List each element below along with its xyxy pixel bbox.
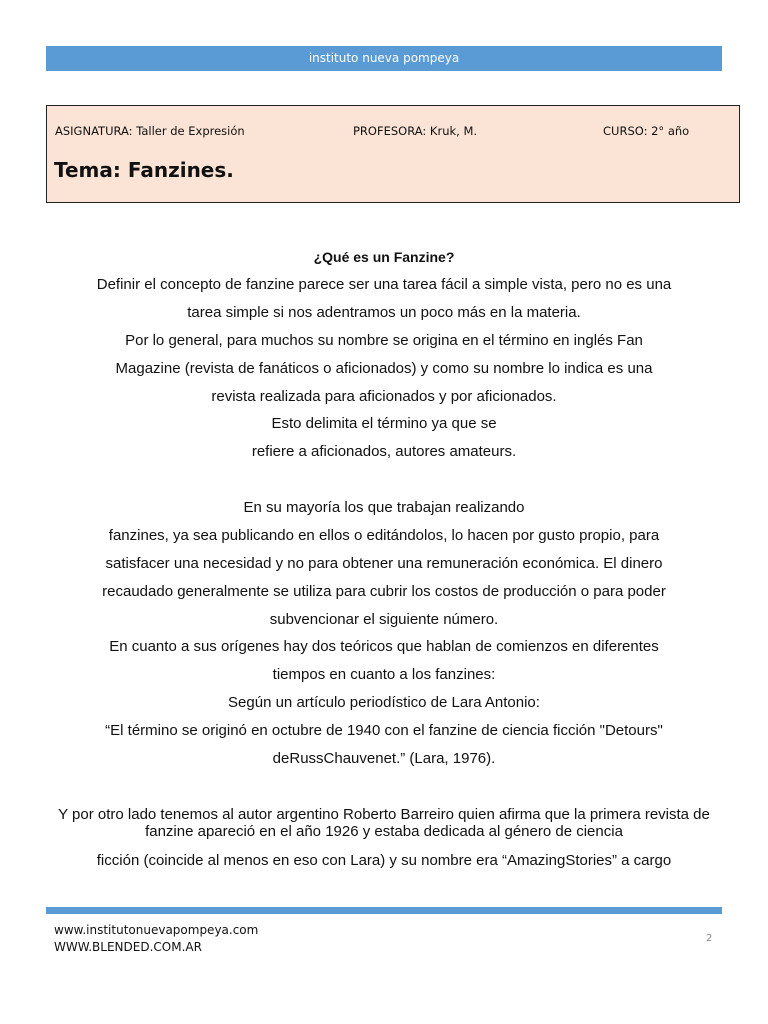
paragraph-line: refiere a aficionados, autores amateurs.: [251, 443, 517, 460]
paragraph-line: ficción (coincide al menos en eso con Lara) y su nombre era “AmazingStories” a cargo: [96, 852, 672, 869]
section-heading: ¿Qué es un Fanzine?: [313, 249, 455, 265]
paragraph-line: satisfacer una necesidad y no para obtener una remuneración económica. El dinero: [105, 555, 663, 572]
footer-website-link[interactable]: www.institutonuevapompeya.com: [54, 923, 259, 937]
paragraph-line: Definir el concepto de fanzine parece ser una tarea fácil a simple vista, pero no es una: [96, 276, 672, 293]
teacher-label: PROFESORA: Kruk, M.: [353, 124, 478, 138]
subject-label: ASIGNATURA: Taller de Expresión: [55, 124, 245, 138]
paragraph-line: revista realizada para aficionados y por aficionados.: [211, 388, 557, 405]
quote-line: deRussChauvenet.” (Lara, 1976).: [272, 750, 496, 767]
footer-blended-link[interactable]: WWW.BLENDED.COM.AR: [54, 940, 202, 954]
paragraph-line: Por lo general, para muchos su nombre se origina en el término en inglés Fan: [125, 332, 643, 349]
footer-divider: [46, 907, 722, 914]
topic-title: Tema: Fanzines.: [54, 158, 234, 182]
paragraph-block: Y por otro lado tenemos al autor argentino Roberto Barreiro quien afirma que la primera revista de fanzine apareció en el año 1926 y estaba dedicada al género de ciencia: [58, 806, 710, 840]
paragraph-line: subvencionar el siguiente número.: [269, 611, 499, 628]
paragraph-line: Según un artículo periodístico de Lara Antonio:: [228, 694, 540, 711]
paragraph-line: En cuanto a sus orígenes hay dos teóricos que hablan de comienzos en diferentes: [109, 638, 659, 655]
course-label: CURSO: 2° año: [603, 124, 690, 138]
quote-line: “El término se originó en octubre de 1940 con el fanzine de ciencia ficción "Detours": [105, 722, 663, 739]
paragraph-line: fanzines, ya sea publicando en ellos o editándolos, lo hacen por gusto propio, para: [108, 527, 660, 544]
paragraph-line: tiempos en cuanto a los fanzines:: [272, 666, 496, 683]
page-number: 2: [706, 933, 713, 944]
paragraph-line: En su mayoría los que trabajan realizando: [243, 499, 525, 516]
paragraph-line: tarea simple si nos adentramos un poco más en la materia.: [187, 304, 581, 321]
paragraph-line: Esto delimita el término ya que se: [271, 415, 497, 432]
paragraph-line: recaudado generalmente se utiliza para cubrir los costos de producción o para poder: [102, 583, 666, 600]
paragraph-line: Magazine (revista de fanáticos o aficionados) y como su nombre lo indica es una: [115, 360, 653, 377]
header-banner: instituto nueva pompeya: [46, 46, 722, 71]
course-info-box: [46, 105, 740, 203]
